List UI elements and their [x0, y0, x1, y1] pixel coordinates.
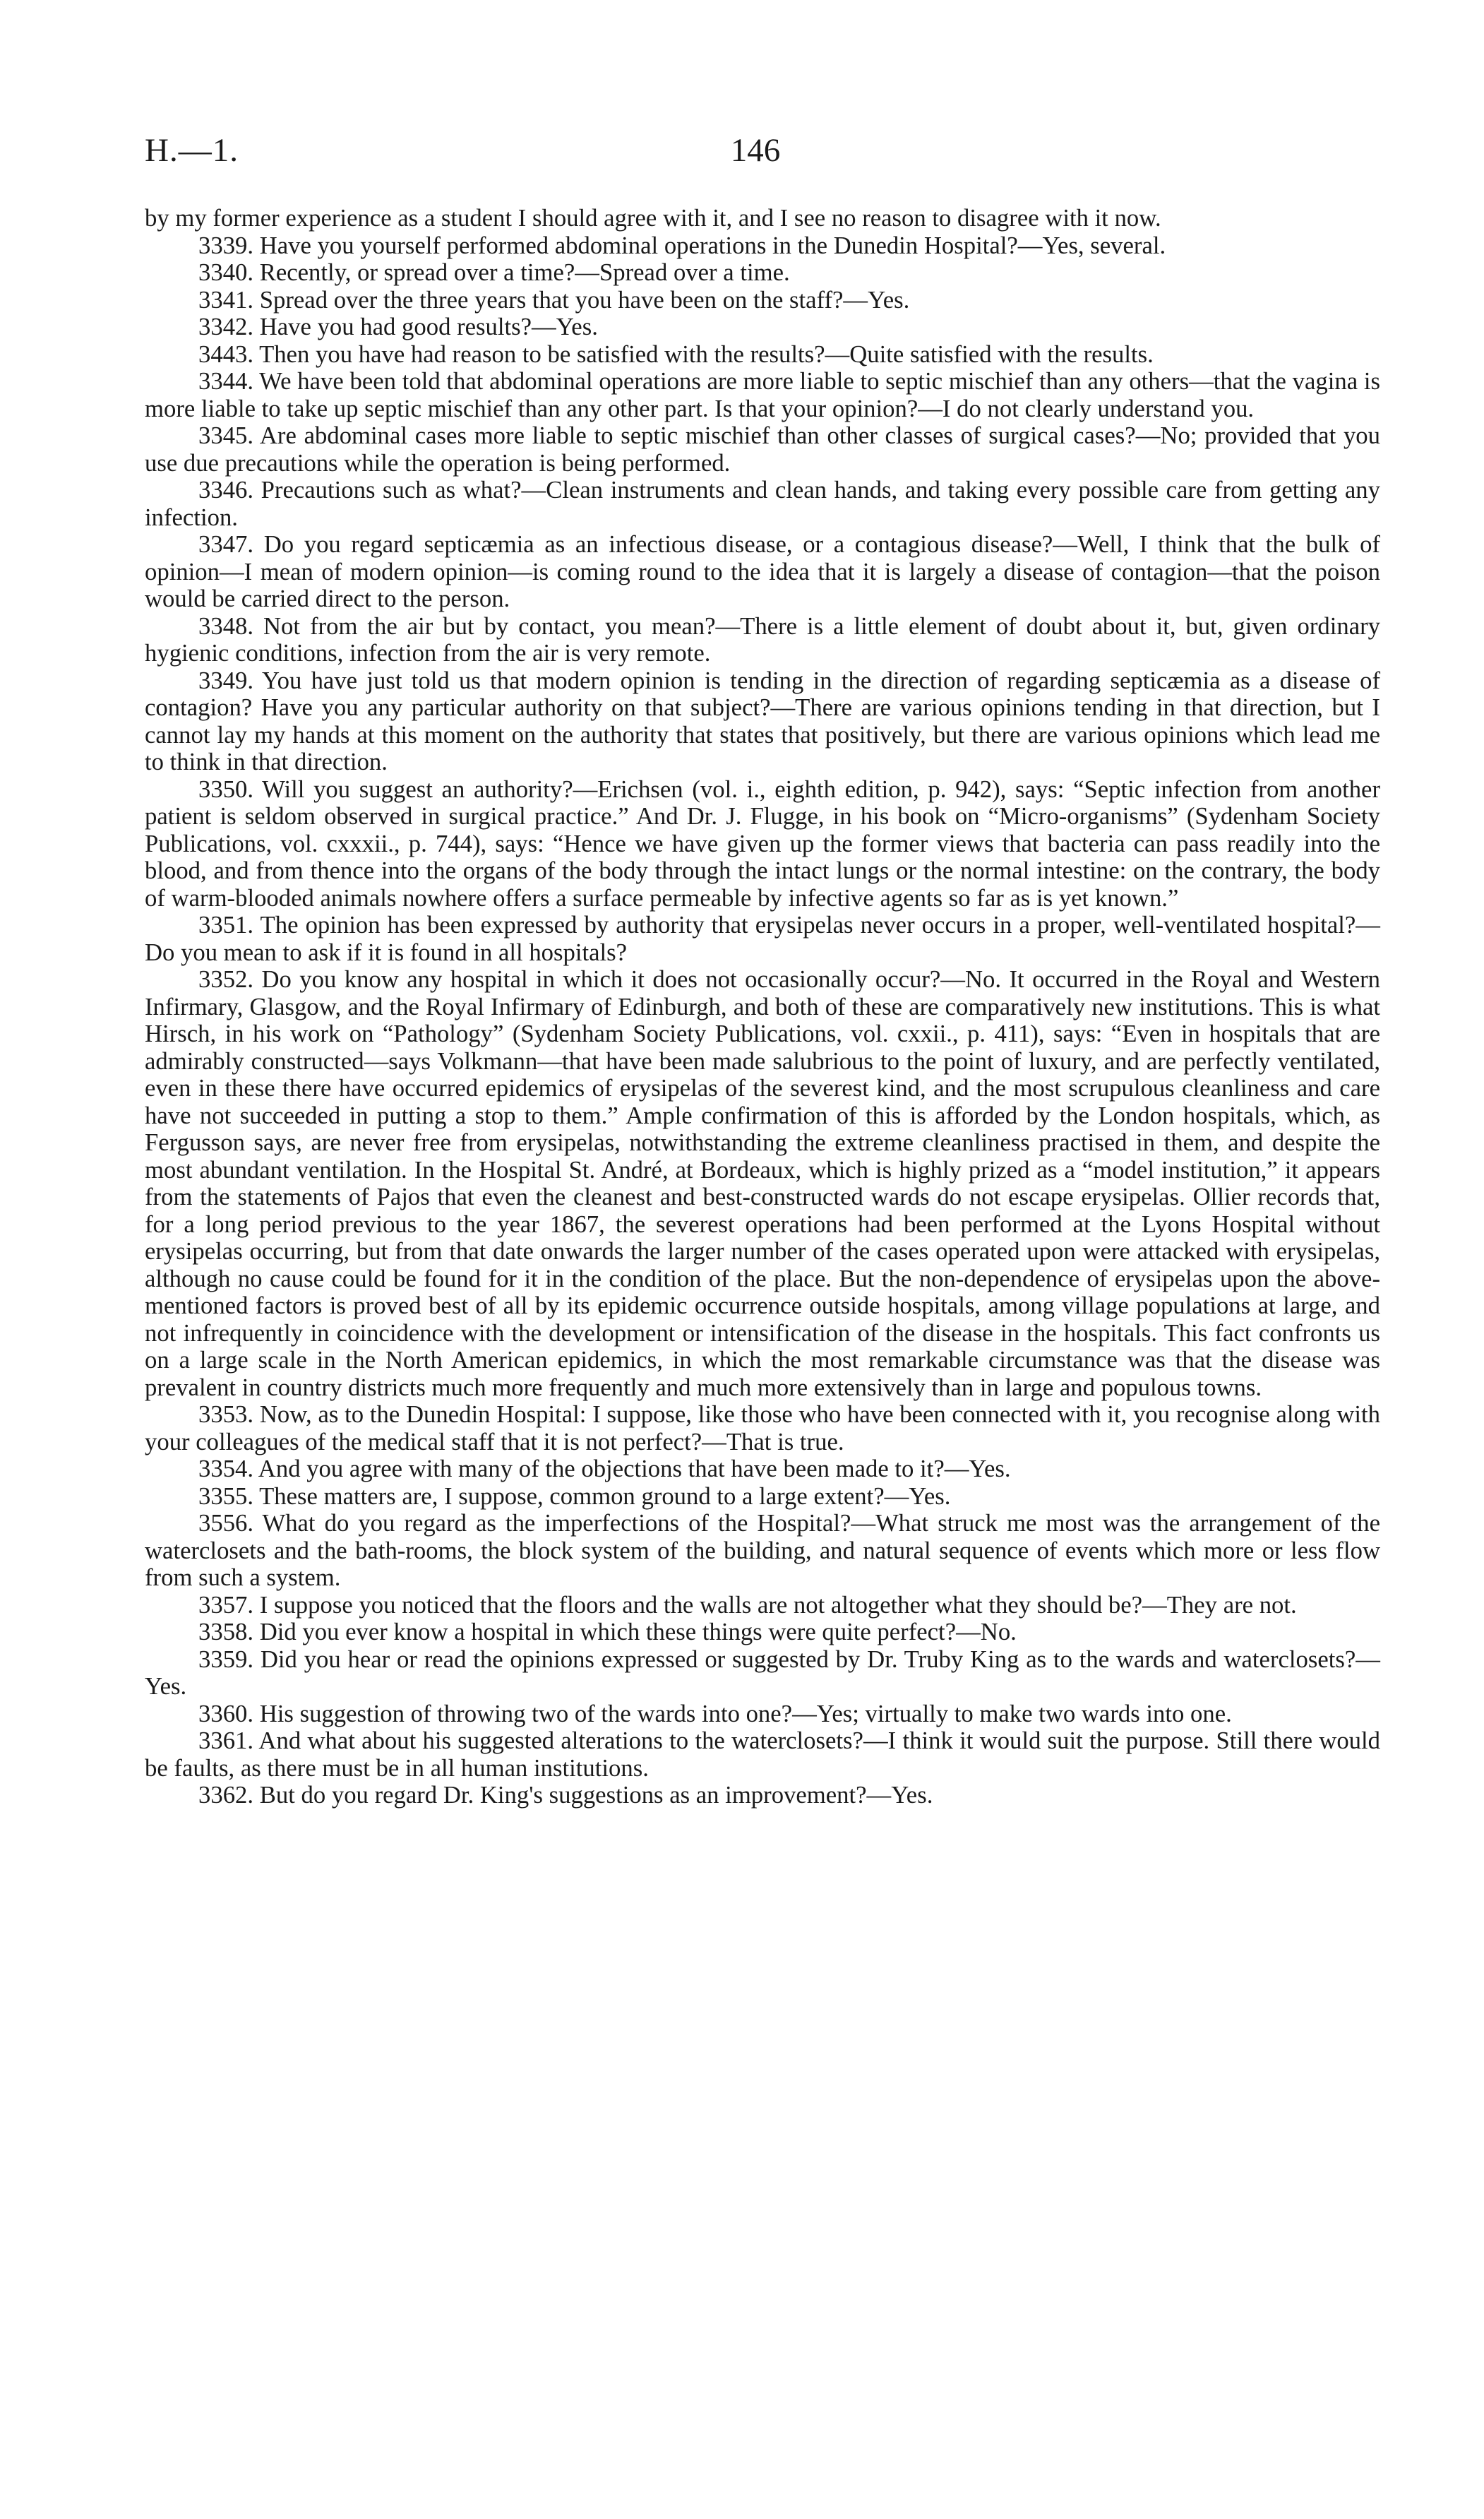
question-3360: 3360. His suggestion of throwing two of the wards into one?—Yes; virtually to make two wards into one.: [198, 1699, 1232, 1727]
parliamentary-paper-reference: H.—1.: [145, 132, 239, 169]
question-3354: 3354. And you agree with many of the objections that have been made to it?—Yes.: [198, 1455, 1011, 1482]
question-3357: 3357. I suppose you noticed that the floors and the walls are not altogether what they should be?—They are not.: [198, 1590, 1297, 1619]
question-3359: 3359. Did you hear or read the opinions expressed or suggested by Dr. Truby King as to the wards and waterclosets?—Yes.: [145, 1645, 1380, 1700]
question-3350: 3350. Will you suggest an authority?—Erichsen (vol. i., eighth edition, p. 942), says: “Septic infection from another patient is seldom observed in surgical practice.” And Dr. J. Flugge, in his book on “Micro-organisms” (Sydenham Society Publications, vol. cxxxii., p. 744), says: “Hence we have given up the former views that bacteria can pass readily into the blood, and from thence into the organs of the body through the intact lungs or the normal intestine: on the contrary, the body of warm-blooded animals nowhere offers a surface permeable by infective agents so far as is yet known.”: [145, 775, 1380, 912]
question-3355: 3355. These matters are, I suppose, common ground to a large extent?—Yes.: [198, 1482, 951, 1510]
question-3352: 3352. Do you know any hospital in which it does not occasionally occur?—No. It occurred in the Royal and Western Infirmary, Glasgow, and the Royal Infirmary of Edinburgh, and both of these are comparatively new institutions. This is what Hirsch, in his work on “Pathology” (Sydenham Society Publications, vol. cxxii., p. 411), says: “Even in hospitals that are admirably constructed—says Volkmann—that have been made salubrious to the point of luxury, and are perfectly ventilated, even in these there have occurred epidemics of erysipelas of the severest kind, and the most scrupulous cleanliness and care have not succeeded in putting a stop to them.” Ample confirmation of this is afforded by the London hospitals, which, as Fergusson says, are never free from erysipelas, notwithstanding the extreme cleanliness practised in them, and despite the most abundant ventilation. In the Hospital St. André, at Bordeaux, which is highly prized as a “model institution,” it appears from the statements of Pajos that even the cleanest and best-constructed wards do not escape erysipelas. Ollier records that, for a long period previous to the year 1867, the severest operations had been performed at the Lyons Hospital without erysipelas occurring, but from that date onwards the larger number of the cases operated upon were attacked with erysipelas, although no cause could be found for it in the condition of the place. But the non-dependence of erysipelas upon the above-mentioned factors is proved best of all by its epidemic occurrence outside hospitals, among village populations at large, and not infrequently in coincidence with the development or intensification of the disease in the hospitals. This fact confronts us on a large scale in the North American epidemics, in which the most remarkable circumstance was that the disease was prevalent in country districts much more frequently and much more extensively than in large and populous towns.: [145, 965, 1380, 1401]
question-3346: 3346. Precautions such as what?—Clean instruments and clean hands, and taking every possible care from getting any infection.: [145, 476, 1380, 531]
question-3361: 3361. And what about his suggested alterations to the waterclosets?—I think it would suit the purpose. Still there would be faults, as there must be in all human institutions.: [145, 1727, 1380, 1782]
question-3345: 3345. Are abdominal cases more liable to septic mischief than other classes of surgical cases?—No; provided that you use due precautions while the operation is being performed.: [145, 422, 1380, 477]
document-body: [145, 205, 1380, 1809]
question-3358: 3358. Did you ever know a hospital in which these things were quite perfect?—No.: [198, 1618, 1017, 1645]
question-3341: 3341. Spread over the three years that you have been on the staff?—Yes.: [198, 285, 910, 314]
question-3349: 3349. You have just told us that modern opinion is tending in the direction of regarding septicæmia as a disease of contagion? Have you any particular authority on that subject?—There are various opinions tending in that direction, but I cannot lay my hands at this moment on the authority that states that positively, but there are various opinions which lead me to think in that direction.: [145, 666, 1380, 775]
paragraph-continuation: by my former experience as a student I should agree with it, and I see no reason to disagree with it now.: [145, 204, 1161, 232]
page-number: 146: [730, 132, 781, 169]
question-3347: 3347. Do you regard septicæmia as an infectious disease, or a contagious disease?—Well, I think that the bulk of opinion—I mean of modern opinion—is coming round to the idea that it is largely a disease of contagion—that the poison would be carried direct to the person.: [145, 530, 1380, 612]
page-header: [145, 131, 1380, 174]
question-3351: 3351. The opinion has been expressed by authority that erysipelas never occurs in a proper, well-ventilated hospital?—Do you mean to ask if it is found in all hospitals?: [145, 911, 1380, 966]
question-3443: 3443. Then you have had reason to be satisfied with the results?—Quite satisfied with the results.: [198, 340, 1154, 368]
question-3339: 3339. Have you yourself performed abdominal operations in the Dunedin Hospital?—Yes, several.: [198, 231, 1166, 259]
question-3348: 3348. Not from the air but by contact, you mean?—There is a little element of doubt about it, but, given ordinary hygienic conditions, infection from the air is very remote.: [145, 612, 1380, 667]
question-3344: 3344. We have been told that abdominal operations are more liable to septic mischief than any others—that the vagina is more liable to take up septic mischief than any other part. Is that your opinion?—I do not clearly understand you.: [145, 367, 1380, 422]
question-3340: 3340. Recently, or spread over a time?—Spread over a time.: [198, 258, 790, 286]
question-3342: 3342. Have you had good results?—Yes.: [198, 313, 598, 340]
question-3362: 3362. But do you regard Dr. King's suggestions as an improvement?—Yes.: [198, 1781, 933, 1809]
question-3556: 3556. What do you regard as the imperfections of the Hospital?—What struck me most was the arrangement of the waterclosets and the bath-rooms, the block system of the building, and natural sequence of events which more or less flow from such a system.: [145, 1509, 1380, 1591]
question-3353: 3353. Now, as to the Dunedin Hospital: I suppose, like those who have been connected with it, you recognise along with your colleagues of the medical staff that it is not perfect?—That is true.: [145, 1400, 1380, 1455]
